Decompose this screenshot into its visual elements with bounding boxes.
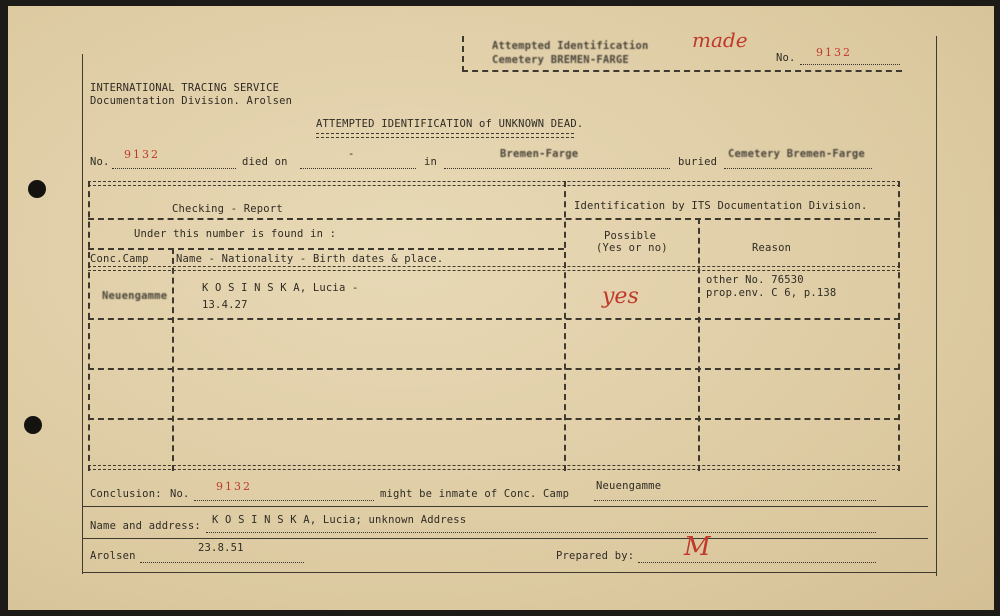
checking-report-header: Checking - Report: [172, 203, 283, 215]
punch-hole-top: [28, 180, 46, 198]
row1-birthdate: 13.4.27: [202, 299, 248, 311]
conclusion-inmate-text: might be inmate of Conc. Camp: [380, 488, 570, 500]
table-line-colheaders: [88, 266, 900, 271]
table-line-header: [88, 218, 900, 220]
prepared-by-initial: M: [684, 532, 711, 562]
prepared-by-dots: [638, 562, 876, 563]
table-divider-camp: [172, 248, 174, 471]
form-title: ATTEMPTED IDENTIFICATION of UNKNOWN DEAD.: [316, 118, 584, 130]
name-address-rule: [82, 538, 928, 539]
row1-reason-line1: other No. 76530: [706, 274, 804, 286]
row1-camp: Neuengamme: [102, 290, 168, 302]
died-on-label: died on: [242, 156, 288, 168]
row1-possible: yes: [602, 284, 639, 309]
org-name: INTERNATIONAL TRACING SERVICE: [90, 82, 280, 94]
buried-value: Cemetery Bremen-Farge: [728, 148, 865, 160]
frame-right: [936, 36, 937, 576]
col-name-header: Name - Nationality - Birth dates & place.: [176, 253, 444, 265]
in-label: in: [424, 156, 438, 168]
table-top-border: [88, 181, 900, 186]
in-dots: [444, 168, 670, 169]
buried-label: buried: [678, 156, 718, 168]
table-divider-reason: [698, 218, 700, 471]
name-address-label: Name and address:: [90, 520, 201, 532]
prepared-by-label: Prepared by:: [556, 550, 635, 562]
col-possible-subheader: (Yes or no): [596, 242, 668, 254]
col-camp-header: Conc.Camp: [90, 253, 149, 265]
top-box-left-border: [462, 36, 464, 72]
table-divider-main: [564, 181, 566, 471]
handwritten-made: made: [692, 28, 748, 52]
conclusion-rule: [82, 506, 928, 507]
top-box-line2: Cemetery BREMEN-FARGE: [492, 54, 629, 66]
identification-header: Identification by ITS Documentation Division.: [574, 200, 868, 212]
footer-place-dots: [140, 562, 304, 563]
footer-date: 23.8.51: [198, 542, 244, 554]
name-address-dots: [206, 532, 876, 533]
conclusion-camp-value: Neuengamme: [596, 480, 662, 492]
table-line-row2: [88, 368, 900, 370]
conclusion-no-label: No.: [170, 488, 190, 500]
division-name: Documentation Division. Arolsen: [90, 95, 293, 107]
table-line-subheader: [88, 248, 564, 250]
record-no-value: 9132: [124, 148, 160, 161]
row1-name: K O S I N S K A, Lucia -: [202, 282, 359, 294]
died-on-dots: [300, 168, 416, 169]
title-underline: [316, 133, 574, 138]
record-no-label: No.: [90, 156, 110, 168]
record-no-dots: [112, 168, 236, 169]
table-left-border: [88, 181, 90, 471]
its-index-card: [8, 6, 994, 610]
name-address-value: K O S I N S K A, Lucia; unknown Address: [212, 514, 467, 526]
table-line-row1: [88, 318, 900, 320]
under-number-header: Under this number is found in :: [134, 228, 337, 240]
row1-reason-line2: prop.env. C 6, p.138: [706, 287, 837, 299]
table-line-row3: [88, 418, 900, 420]
top-box-line1: Attempted Identification: [492, 40, 649, 52]
top-box-no-dots: [800, 64, 900, 65]
died-on-value: -: [348, 148, 355, 160]
frame-left: [82, 54, 83, 574]
in-value: Bremen-Farge: [500, 148, 579, 160]
conclusion-no-value: 9132: [216, 480, 252, 493]
top-box-bottom-border: [462, 70, 902, 72]
table-right-border: [898, 181, 900, 471]
top-box-no-label: No.: [776, 52, 796, 64]
table-bottom-border: [88, 465, 900, 470]
top-box-no-value: 9132: [816, 46, 852, 59]
conclusion-label: Conclusion:: [90, 488, 162, 500]
frame-bottom: [82, 572, 937, 573]
buried-dots: [724, 168, 872, 169]
col-reason-header: Reason: [752, 242, 792, 254]
conclusion-no-dots: [194, 500, 374, 501]
conclusion-camp-dots: [594, 500, 876, 501]
footer-place: Arolsen: [90, 550, 136, 562]
col-possible-header: Possible: [604, 230, 657, 242]
punch-hole-bottom: [24, 416, 42, 434]
